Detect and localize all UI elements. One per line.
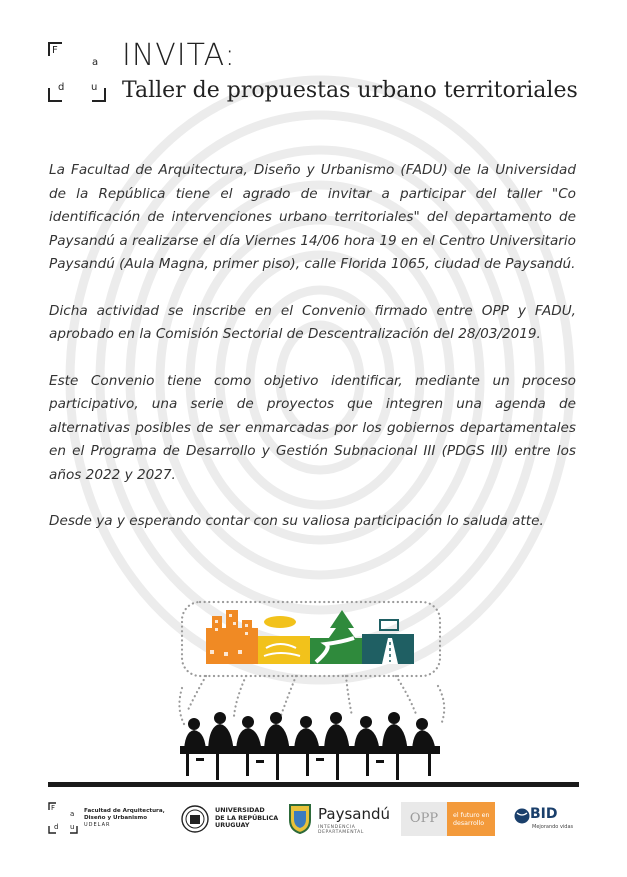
fadu-name-line1: Facultad de Arquitectura, <box>84 808 165 814</box>
invitation-body <box>49 159 576 557</box>
paysandu-shield-icon <box>287 802 313 834</box>
fadu-logo <box>48 42 106 102</box>
udelar-name <box>215 807 278 830</box>
people-silhouettes <box>180 712 440 780</box>
paysandu-sub: INTENDENCIA DEPARTAMENTAL <box>318 825 364 835</box>
logo-letter-f: F <box>52 45 58 56</box>
footer-logo-letter-f: F <box>51 804 56 812</box>
opp-logo <box>401 802 495 836</box>
footer-logos <box>48 800 579 840</box>
opp-tagline <box>447 802 495 836</box>
logo-letter-d: d <box>58 82 65 93</box>
paragraph-convenio: Dicha actividad se inscribe en el Convenio firmado entre OPP y FADU, aprobado en la Comisión Sectorial de Descentralización del 28/03/2019. <box>49 302 576 342</box>
sun-panel <box>258 616 310 664</box>
city-panel <box>206 610 258 664</box>
logo-letter-a: a <box>92 57 99 68</box>
forest-panel <box>310 610 362 664</box>
footer-logo-letter-d: d <box>54 823 59 831</box>
footer-logo-letter-a: a <box>70 810 75 818</box>
road-panel <box>362 620 414 664</box>
opp-tag-line1: el futuro en <box>453 812 490 819</box>
paragraph-objetivo: Este Convenio tiene como objetivo identificar, mediante un proceso participativo, una serie de proyectos que integren una agenda de alternativas posibles de ser enmarcadas por los gobiernos departamentales en el Programa de Desarrollo y Gestión Subnacional III (PDGS III) entre los años 2022 y 2027. <box>49 372 576 483</box>
udelar-seal-icon <box>181 803 209 835</box>
page-title: INVITA: <box>122 38 236 73</box>
bid-sub: Mejorando vidas <box>532 824 574 830</box>
bid-logo <box>514 806 580 836</box>
udelar-logo <box>181 803 301 837</box>
udelar-line3: URUGUAY <box>215 821 250 830</box>
footer-logo-letter-u: u <box>70 823 75 831</box>
header <box>48 38 608 106</box>
paysandu-name: Paysandú <box>318 805 390 823</box>
bid-globe-icon <box>514 807 530 825</box>
page-subtitle: Taller de propuestas urbano territoriales <box>122 78 578 103</box>
footer-divider <box>48 782 579 787</box>
logo-letter-u: u <box>91 82 98 93</box>
paragraph-closing: Desde ya y esperando contar con su valiosa participación lo saluda atte. <box>49 513 544 529</box>
fadu-footer-logo <box>48 802 78 834</box>
opp-tag-line2: desarrollo <box>453 819 485 827</box>
bid-name: BID <box>530 806 558 822</box>
paysandu-logo <box>287 802 399 838</box>
paragraph-intro: La Facultad de Arquitectura, Diseño y Urbanismo (FADU) de la Universidad de la República tiene el agrado de invitar a participar del taller "Co identificación de intervenciones urbano territoriales" del departamento de Paysandú a realizarse el día Viernes 14/06 hora 19 en el Centro Universitario Paysandú (Aula Magna, primer piso), calle Florida 1065, ciudad de Paysandú. <box>49 162 576 272</box>
opp-name: OPP <box>401 802 447 836</box>
meeting-illustration <box>176 598 448 786</box>
fadu-footer-name <box>84 808 174 829</box>
udelar-line1: UNIVERSIDAD <box>215 806 265 814</box>
fadu-name-line2: Diseño y Urbanismo <box>84 815 148 821</box>
fadu-udelar: UDELAR <box>84 822 111 828</box>
udelar-line2: DE LA REPÚBLICA <box>215 813 279 822</box>
